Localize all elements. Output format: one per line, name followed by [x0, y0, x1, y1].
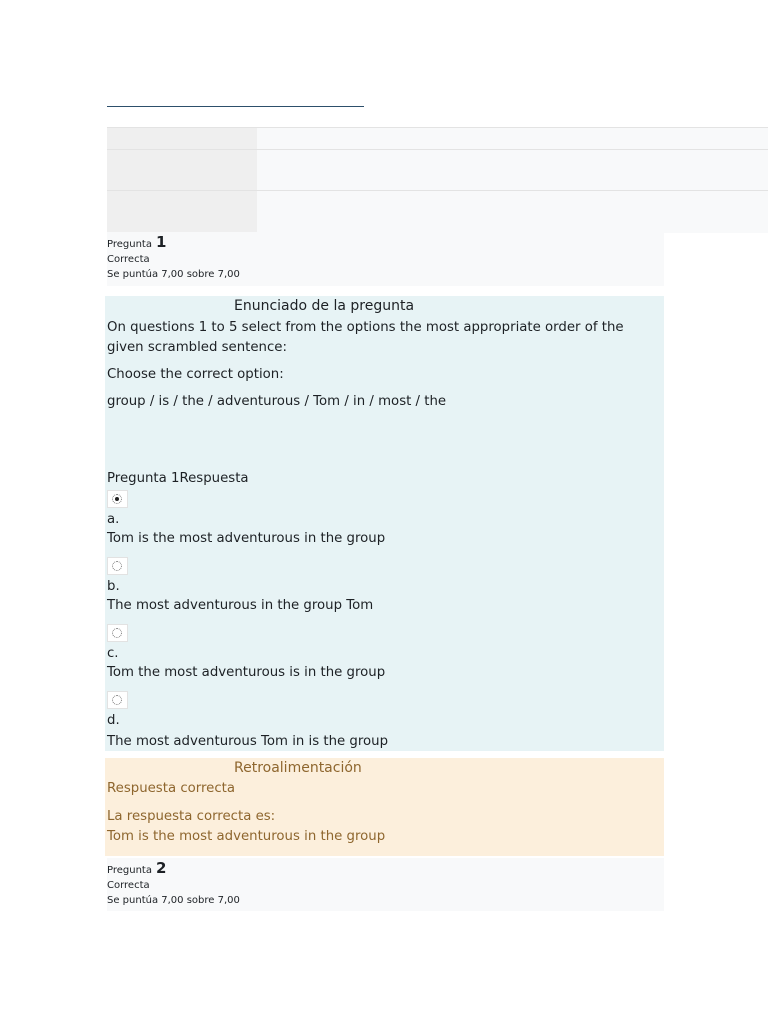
- header-divider: [107, 106, 364, 107]
- summary-row: [107, 127, 768, 149]
- question-instruction: On questions 1 to 5 select from the options the most appropriate order of the given scrambled sentence:: [107, 320, 624, 355]
- question-state: Correcta: [107, 880, 150, 891]
- question-feedback: [105, 758, 664, 856]
- question-number: [107, 232, 664, 252]
- option-d-letter: d.: [107, 713, 120, 728]
- question-number: [107, 858, 664, 878]
- question-number-value: 1: [155, 233, 167, 251]
- question-label: Pregunta: [107, 865, 152, 876]
- option-c-letter: c.: [107, 646, 119, 661]
- feedback-heading: Retroalimentación: [234, 760, 362, 776]
- summary-row: [107, 190, 768, 233]
- option-b-radio[interactable]: [107, 557, 128, 575]
- option-d-text[interactable]: The most adventurous Tom in is the group: [107, 734, 389, 749]
- correct-answer-intro: La respuesta correcta es:: [107, 809, 276, 824]
- scrambled-sentence: group / is / the / adventurous / Tom / in / most / the: [107, 394, 447, 409]
- question-state: Correcta: [107, 254, 150, 265]
- correct-answer-text: Tom is the most adventurous in the group: [107, 829, 386, 844]
- question-label: Pregunta: [107, 239, 152, 250]
- radio-unchecked-icon: [112, 695, 122, 705]
- question-grade: Se puntúa 7,00 sobre 7,00: [107, 269, 240, 280]
- option-b-letter: b.: [107, 579, 120, 594]
- option-b-text[interactable]: The most adventurous in the group Tom: [107, 598, 374, 613]
- formulation-heading: Enunciado de la pregunta: [234, 298, 415, 314]
- question-grade: Se puntúa 7,00 sobre 7,00: [107, 895, 240, 906]
- feedback-result: Respuesta correcta: [107, 781, 236, 796]
- option-c-radio[interactable]: [107, 624, 128, 642]
- question-number-value: 2: [155, 859, 167, 877]
- option-a-letter: a.: [107, 512, 120, 527]
- question-2-info: [107, 858, 664, 911]
- question-formulation: [105, 296, 664, 751]
- option-a-text[interactable]: Tom is the most adventurous in the group: [107, 531, 386, 546]
- option-a-radio[interactable]: [107, 490, 128, 508]
- summary-row: [107, 149, 768, 190]
- question-1-info: [107, 232, 664, 286]
- attempt-summary-table: [107, 127, 768, 233]
- question-prompt: Choose the correct option:: [107, 367, 284, 382]
- answer-label: Pregunta 1Respuesta: [107, 471, 249, 486]
- radio-unchecked-icon: [112, 628, 122, 638]
- option-d-radio[interactable]: [107, 691, 128, 709]
- radio-checked-icon: [112, 494, 122, 504]
- radio-unchecked-icon: [112, 561, 122, 571]
- option-c-text[interactable]: Tom the most adventurous is in the group: [107, 665, 386, 680]
